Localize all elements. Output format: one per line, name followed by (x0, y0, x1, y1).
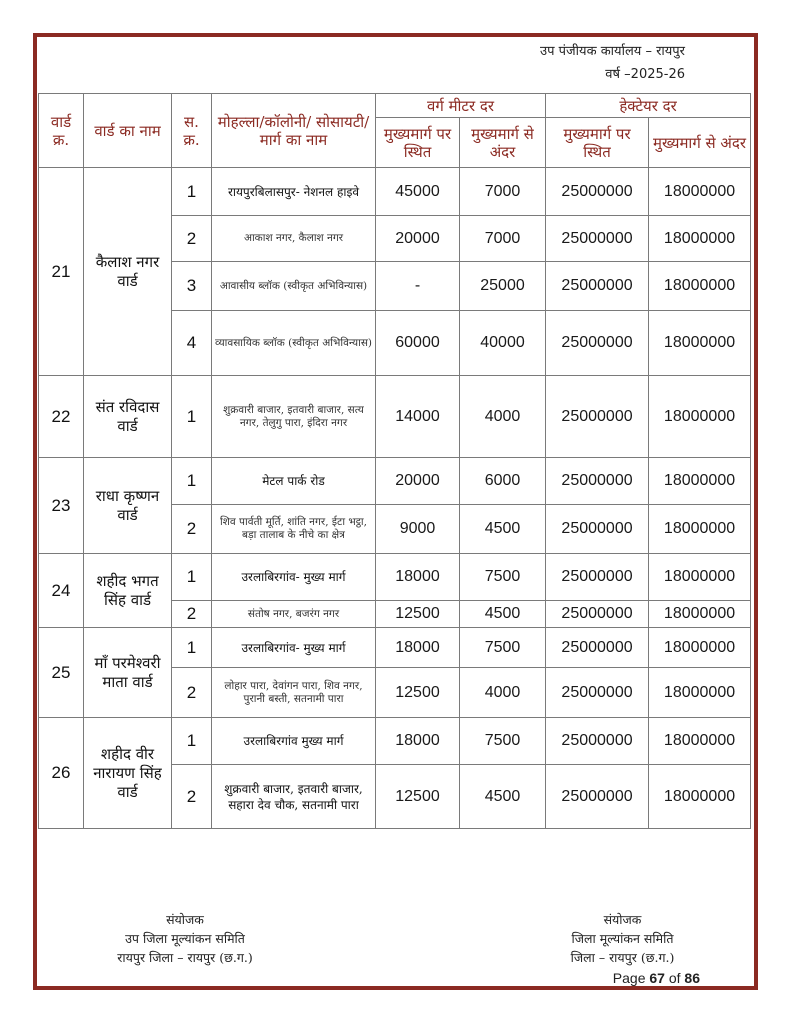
ha-on-road: 25000000 (546, 376, 649, 458)
page-of: of (668, 970, 681, 986)
ward-name: संत रविदास वार्ड (84, 376, 172, 458)
sqm-on-road: 18000 (376, 718, 460, 765)
ha-on-road: 25000000 (546, 311, 649, 376)
ha-on-road: 25000000 (546, 718, 649, 765)
col-locality: मोहल्ला/कॉलोनी/ सोसायटी/मार्ग का नाम (212, 94, 376, 168)
table-row (39, 168, 751, 216)
serial-number: 4 (172, 311, 212, 376)
rate-table (38, 93, 751, 829)
table-row (39, 628, 751, 668)
sqm-inside: 7500 (460, 554, 546, 601)
ha-inside: 18000000 (649, 216, 751, 262)
ha-inside: 18000000 (649, 262, 751, 311)
col-group-sqm: वर्ग मीटर दर (376, 94, 546, 118)
locality-name: लोहार पारा, देवांगन पारा, शिव नगर, पुरानी बस्ती, सतनामी पारा (212, 668, 376, 718)
ha-on-road: 25000000 (546, 765, 649, 829)
sqm-inside: 4000 (460, 668, 546, 718)
ha-inside: 18000000 (649, 376, 751, 458)
sqm-on-road: 12500 (376, 765, 460, 829)
serial-number: 1 (172, 628, 212, 668)
sqm-inside: 4500 (460, 765, 546, 829)
ward-name: माँ परमेश्वरी माता वार्ड (84, 628, 172, 718)
ha-on-road: 25000000 (546, 262, 649, 311)
locality-name: व्यावसायिक ब्लॉक (स्वीकृत अभिविन्यास) (212, 311, 376, 376)
ward-number: 22 (39, 376, 84, 458)
ha-inside: 18000000 (649, 505, 751, 554)
ward-name: शहीद भगत सिंह वार्ड (84, 554, 172, 628)
ha-inside: 18000000 (649, 458, 751, 505)
col-ward-no: वार्ड क्र. (39, 94, 84, 168)
serial-number: 3 (172, 262, 212, 311)
locality-name: आकाश नगर, कैलाश नगर (212, 216, 376, 262)
locality-name: रायपुरबिलासपुर- नेशनल हाइवे (212, 168, 376, 216)
ha-on-road: 25000000 (546, 554, 649, 601)
ha-inside: 18000000 (649, 601, 751, 628)
locality-name: उरलाबिरगांव मुख्य मार्ग (212, 718, 376, 765)
col-sqm-on-road: मुख्यमार्ग पर स्थित (376, 118, 460, 168)
ha-on-road: 25000000 (546, 458, 649, 505)
ward-number: 25 (39, 628, 84, 718)
page-prefix: Page (612, 970, 646, 986)
col-ha-on-road: मुख्यमार्ग पर स्थित (546, 118, 649, 168)
locality-name: शिव पार्वती मूर्ति, शांति नगर, ईटा भट्ठा, बड़ा तालाब के नीचे का क्षेत्र (212, 505, 376, 554)
col-ha-inside: मुख्यमार्ग से अंदर (649, 118, 751, 168)
ha-on-road: 25000000 (546, 628, 649, 668)
ward-number: 21 (39, 168, 84, 376)
sqm-inside: 7500 (460, 628, 546, 668)
signature-title: संयोजक (166, 912, 204, 927)
signature-district: जिला – रायपुर (छ.ग.) (570, 950, 675, 965)
col-group-hectare: हेक्टेयर दर (546, 94, 751, 118)
year-label: वर्ष –2025-26 (605, 67, 685, 82)
serial-number: 1 (172, 718, 212, 765)
col-ward-name: वार्ड का नाम (84, 94, 172, 168)
signature-committee: जिला मूल्यांकन समिति (571, 931, 674, 946)
locality-name: शुक्रवारी बाजार, इतवारी बाजार, सहारा देव चौक, सतनामी पारा (212, 765, 376, 829)
table-row (39, 376, 751, 458)
locality-name: शुक्रवारी बाजार, इतवारी बाजार, सत्य नगर, तेलुगु पारा, इंदिरा नगर (212, 376, 376, 458)
sqm-on-road: 12500 (376, 601, 460, 628)
ha-on-road: 25000000 (546, 216, 649, 262)
ha-inside: 18000000 (649, 765, 751, 829)
page-number (590, 970, 700, 986)
ha-on-road: 25000000 (546, 668, 649, 718)
signature-title: संयोजक (603, 912, 642, 927)
serial-number: 2 (172, 668, 212, 718)
office-title: उप पंजीयक कार्यालय – रायपुर (540, 44, 685, 59)
ha-inside: 18000000 (649, 554, 751, 601)
sqm-inside: 4500 (460, 505, 546, 554)
locality-name: संतोष नगर, बजरंग नगर (212, 601, 376, 628)
ha-inside: 18000000 (649, 668, 751, 718)
ha-on-road: 25000000 (546, 505, 649, 554)
ha-inside: 18000000 (649, 311, 751, 376)
serial-number: 1 (172, 554, 212, 601)
locality-name: आवासीय ब्लॉक (स्वीकृत अभिविन्यास) (212, 262, 376, 311)
signature-block-left (70, 910, 300, 967)
ward-name: शहीद वीर नारायण सिंह वार्ड (84, 718, 172, 829)
ward-number: 24 (39, 554, 84, 628)
ha-inside: 18000000 (649, 168, 751, 216)
ward-number: 23 (39, 458, 84, 554)
signature-committee: उप जिला मूल्यांकन समिति (125, 931, 245, 946)
sqm-inside: 7000 (460, 168, 546, 216)
col-sqm-inside: मुख्यमार्ग से अंदर (460, 118, 546, 168)
col-serial: स. क्र. (172, 94, 212, 168)
sqm-on-road: 20000 (376, 216, 460, 262)
serial-number: 2 (172, 765, 212, 829)
serial-number: 1 (172, 168, 212, 216)
table-row (39, 718, 751, 765)
page-total: 86 (684, 970, 700, 986)
serial-number: 2 (172, 505, 212, 554)
sqm-on-road: 45000 (376, 168, 460, 216)
signature-block-right (540, 910, 705, 967)
sqm-inside: 7000 (460, 216, 546, 262)
page-current: 67 (649, 970, 665, 986)
serial-number: 2 (172, 216, 212, 262)
ward-number: 26 (39, 718, 84, 829)
sqm-on-road: 12500 (376, 668, 460, 718)
serial-number: 1 (172, 458, 212, 505)
sqm-on-road: 60000 (376, 311, 460, 376)
sqm-inside: 25000 (460, 262, 546, 311)
sqm-inside: 7500 (460, 718, 546, 765)
table-row (39, 554, 751, 601)
ha-on-road: 25000000 (546, 168, 649, 216)
sqm-inside: 40000 (460, 311, 546, 376)
table-row (39, 458, 751, 505)
locality-name: उरलाबिरगांव- मुख्य मार्ग (212, 554, 376, 601)
sqm-inside: 4000 (460, 376, 546, 458)
sqm-on-road: 18000 (376, 628, 460, 668)
sqm-inside: 6000 (460, 458, 546, 505)
sqm-on-road: - (376, 262, 460, 311)
ha-inside: 18000000 (649, 718, 751, 765)
signature-district: रायपुर जिला – रायपुर (छ.ग.) (117, 950, 253, 965)
ward-name: कैलाश नगर वार्ड (84, 168, 172, 376)
locality-name: मेटल पार्क रोड (212, 458, 376, 505)
sqm-inside: 4500 (460, 601, 546, 628)
sqm-on-road: 18000 (376, 554, 460, 601)
locality-name: उरलाबिरगांव- मुख्य मार्ग (212, 628, 376, 668)
ward-name: राधा कृष्णन वार्ड (84, 458, 172, 554)
serial-number: 1 (172, 376, 212, 458)
ha-on-road: 25000000 (546, 601, 649, 628)
sqm-on-road: 14000 (376, 376, 460, 458)
serial-number: 2 (172, 601, 212, 628)
ha-inside: 18000000 (649, 628, 751, 668)
sqm-on-road: 20000 (376, 458, 460, 505)
sqm-on-road: 9000 (376, 505, 460, 554)
